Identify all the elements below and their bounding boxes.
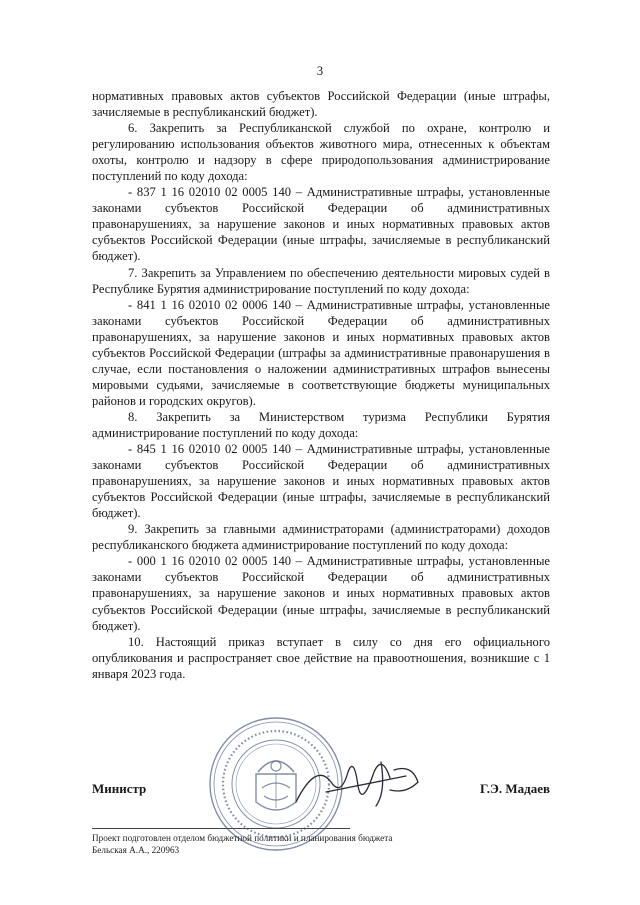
page-number: 3 xyxy=(316,64,324,78)
paragraph: нормативных правовых актов субъектов Российской Федерации (иные штрафы, зачисляемые в республиканский бюджет). xyxy=(92,89,550,120)
signature-title: Министр xyxy=(92,781,147,796)
paragraph: - 000 1 16 02010 02 0005 140 – Административные штрафы, установленные законами субъектов Российской Федерации об административных правонарушениях, за нарушение законов и иных нормативных правовых актов субъектов Российской Федерации (иные штрафы, зачисляемые в республиканский бюджет). xyxy=(92,554,550,633)
paragraph: - 845 1 16 02010 02 0005 140 – Административные штрафы, установленные законами субъектов Российской Федерации об административных правонарушениях, за нарушение законов и иных нормативных правовых актов субъектов Российской Федерации (иные штрафы, зачисляемые в республиканский бюджет). xyxy=(92,442,550,521)
paragraph: 6. Закрепить за Республиканской службой по охране, контролю и регулированию использования объектов животного мира, отнесенных к объектам охоты, контролю и надзору в сфере природопользования администрирование поступлений по коду дохода: xyxy=(92,121,550,184)
signatory-name: Г.Э. Мадаев xyxy=(479,781,550,796)
signature-block xyxy=(92,781,550,797)
paragraph: 8. Закрепить за Министерством туризма Республики Бурятия администрирование поступлений по коду дохода: xyxy=(92,409,550,440)
document-body xyxy=(92,88,550,682)
paragraph: 7. Закрепить за Управлением по обеспечению деятельности мировых судей в Республике Бурятия администрирование поступлений по коду дохода: xyxy=(92,265,550,296)
footer-divider xyxy=(92,828,350,829)
footer-line: Бельская А.А., 220963 xyxy=(92,845,180,855)
paragraph: - 841 1 16 02010 02 0006 140 – Административные штрафы, установленные законами субъектов Российской Федерации об административных правонарушениях, за нарушение законов и иных нормативных правовых актов субъектов Российской Федерации (штрафы за административные правонарушения в случае, если постановления о наложении административных штрафов вынесены мировыми судьями, зачисляемые в соответствующие бюджеты муниципальных районов и городских округов). xyxy=(92,297,550,408)
footer-note xyxy=(92,832,392,856)
paragraph: - 837 1 16 02010 02 0005 140 – Административные штрафы, установленные законами субъектов Российской Федерации об административных правонарушениях, за нарушение законов и иных нормативных правовых актов субъектов Российской Федерации (иные штрафы, зачисляемые в республиканский бюджет). xyxy=(92,185,550,264)
paragraph: 9. Закрепить за главными администраторами (администраторами) доходов республиканского бюджета администрирование поступлений по коду дохода: xyxy=(92,522,550,553)
footer-line: Проект подготовлен отделом бюджетной политики и планирования бюджета xyxy=(92,833,393,843)
paragraph: 10. Настоящий приказ вступает в силу со дня его официального опубликования и распространяет свое действие на правоотношения, возникшие с 1 января 2023 года. xyxy=(92,634,550,681)
